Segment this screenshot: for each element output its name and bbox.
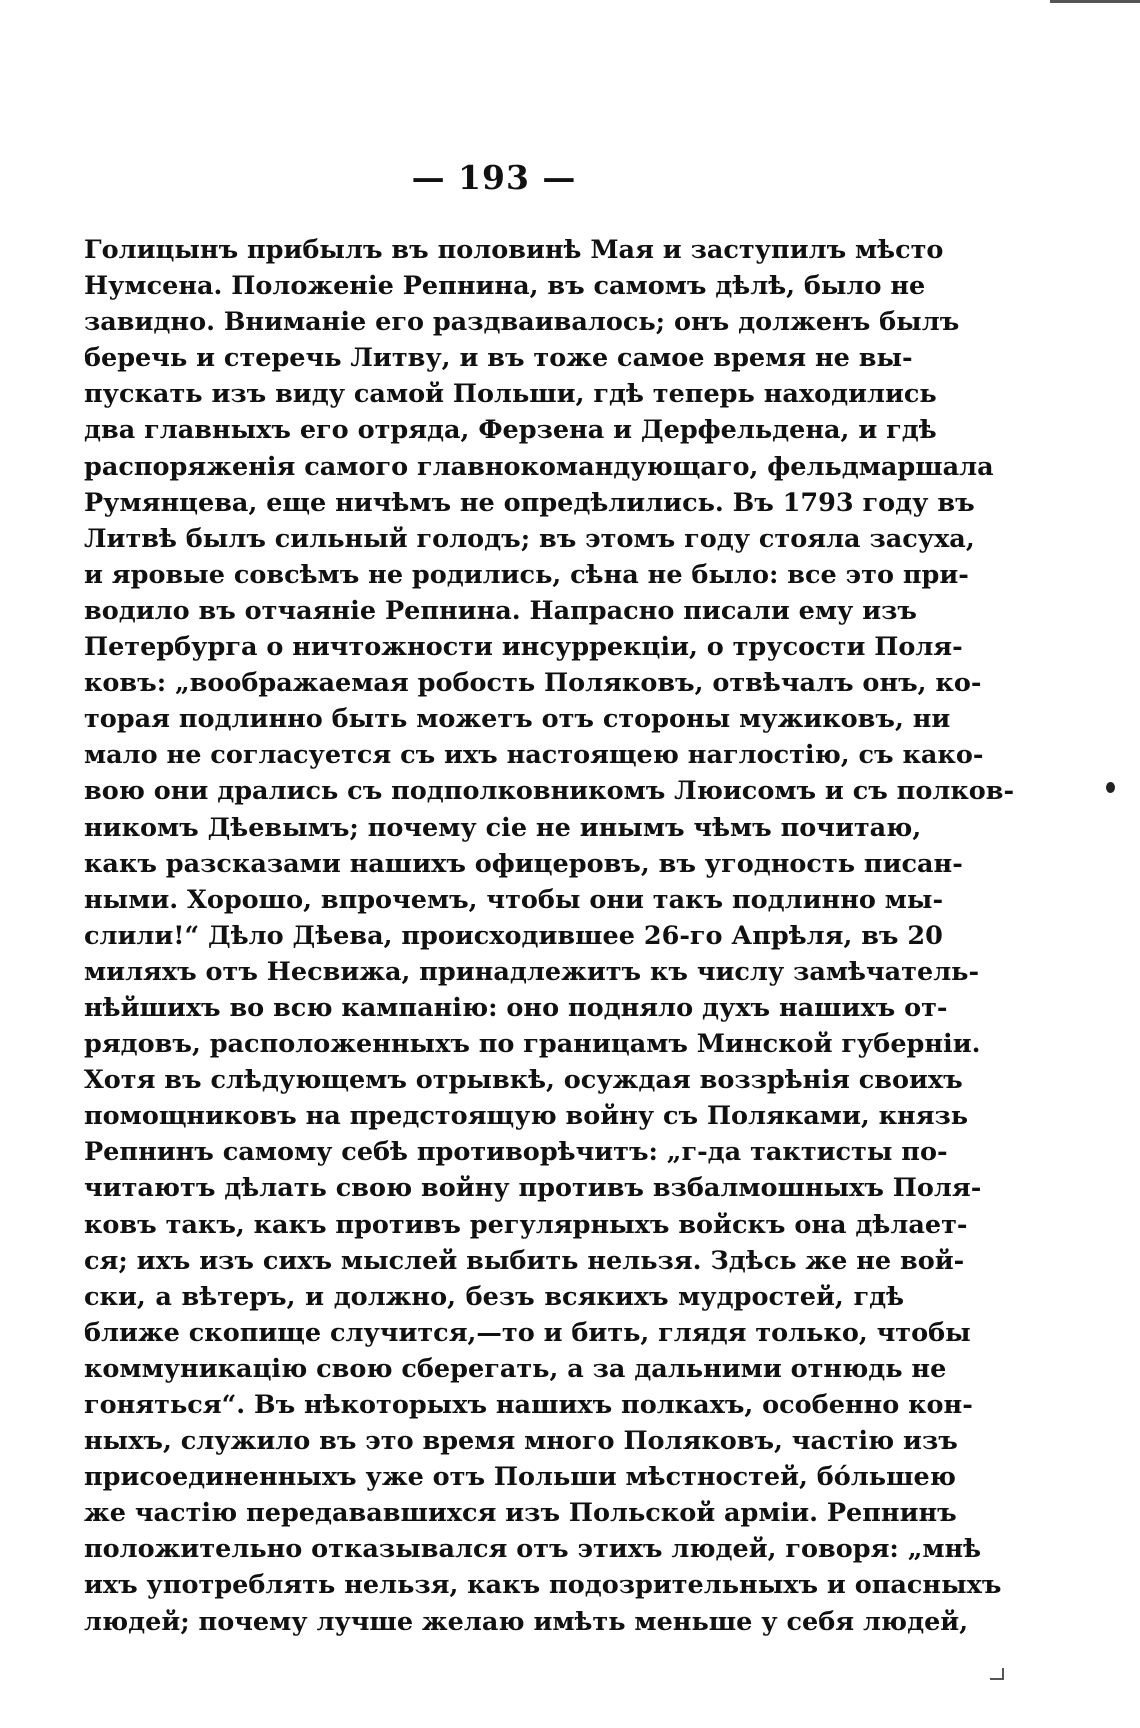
text-line: завидно. Вниманіе его раздваивалось; онъ долженъ былъ bbox=[84, 307, 960, 338]
book-page bbox=[84, 0, 1015, 1728]
text-line: ся; ихъ изъ сихъ мыслей выбить нельзя. Здѣсь же не вой- bbox=[84, 1245, 965, 1276]
text-line: миляхъ отъ Несвижа, принадлежитъ къ числу замѣчатель- bbox=[84, 956, 980, 987]
text-line: присоединенныхъ уже отъ Польши мѣстностей, бóльшею bbox=[84, 1462, 956, 1493]
text-line: мало не согласуется съ ихъ настоящею наглостію, съ како- bbox=[84, 740, 984, 771]
text-line: ковъ такъ, какъ противъ регулярныхъ войскъ она дѣлает- bbox=[84, 1209, 968, 1240]
text-line: ски, а вѣтеръ, и должно, безъ всякихъ мудростей, гдѣ bbox=[84, 1281, 904, 1312]
text-line: ныхъ, служило въ это время много Поляковъ, частію изъ bbox=[84, 1426, 958, 1457]
top-edge-rule bbox=[1050, 0, 1140, 3]
text-line: ихъ употреблять нельзя, какъ подозрительныхъ и опасныхъ bbox=[84, 1570, 1002, 1601]
text-line: Голицынъ прибылъ въ половинѣ Мая и заступилъ мѣсто bbox=[84, 235, 944, 265]
text-line: вою они дрались съ подполковникомъ Люисомъ и съ полков- bbox=[84, 776, 1015, 807]
margin-dot-mark bbox=[1106, 782, 1115, 793]
text-line: никомъ Дѣевымъ; почему сіе не инымъ чѣмъ почитаю, bbox=[84, 812, 922, 843]
corner-scan-mark bbox=[990, 1668, 1004, 1680]
text-line: водило въ отчаяніе Репнина. Напрасно писали ему изъ bbox=[84, 595, 917, 626]
text-line: положительно отказывался отъ этихъ людей, говоря: „мнѣ bbox=[84, 1534, 982, 1565]
text-line: пускать изъ виду самой Польши, гдѣ теперь находились bbox=[84, 379, 937, 410]
text-line: нѣйшихъ во всю кампанію: оно подняло духъ нашихъ от- bbox=[84, 992, 948, 1023]
text-line: рядовъ, расположенныхъ по границамъ Минской губерніи. bbox=[84, 1029, 981, 1060]
text-line: и яровые совсѣмъ не родились, сѣна не было: все это при- bbox=[84, 559, 969, 590]
body-text bbox=[84, 232, 1015, 1640]
text-line: ными. Хорошо, впрочемъ, чтобы они такъ подлинно мы- bbox=[84, 884, 944, 915]
text-line: ковъ: „воображаемая робость Поляковъ, отвѣчалъ онъ, ко- bbox=[84, 668, 982, 699]
text-line: какъ разсказами нашихъ офицеровъ, въ угодность писан- bbox=[84, 848, 963, 879]
text-line: два главныхъ его отряда, Ферзена и Дерфельдена, и гдѣ bbox=[84, 415, 937, 446]
text-line: ближе скопище случится,—то и бить, глядя только, чтобы bbox=[84, 1317, 971, 1348]
text-line: людей; почему лучше желаю имѣть меньше у себя людей, bbox=[84, 1606, 969, 1637]
text-line: Нумсена. Положеніе Репнина, въ самомъ дѣлѣ, было не bbox=[84, 271, 926, 302]
text-line: Румянцева, еще ничѣмъ не опредѣлились. Въ 1793 году въ bbox=[84, 487, 975, 518]
text-line: распоряженія самого главнокомандующаго, фельдмаршала bbox=[84, 451, 994, 482]
text-line: коммуникацію свою сберегать, а за дальними отнюдь не bbox=[84, 1353, 947, 1384]
text-line: Хотя въ слѣдующемъ отрывкѣ, осуждая воззрѣнія своихъ bbox=[84, 1065, 963, 1096]
text-line: гоняться“. Въ нѣкоторыхъ нашихъ полкахъ, особенно кон- bbox=[84, 1390, 973, 1420]
text-line: помощниковъ на предстоящую войну съ Поляками, князь bbox=[84, 1101, 969, 1132]
text-line: слили!“ Дѣло Дѣева, происходившее 26-го Апрѣля, въ 20 bbox=[84, 920, 943, 951]
text-line: Репнинъ самому себѣ противорѣчитъ: „г-да тактисты по- bbox=[84, 1137, 948, 1168]
text-line: же частію передававшихся изъ Польской арміи. Репнинъ bbox=[84, 1498, 957, 1529]
text-line: читаютъ дѣлать свою войну противъ взбалмошныхъ Поля- bbox=[84, 1173, 982, 1204]
text-line: торая подлинно быть можетъ отъ стороны мужиковъ, ни bbox=[84, 704, 951, 735]
text-line: Петербурга о ничтожности инсуррекціи, о трусости Поля- bbox=[84, 632, 963, 663]
text-line: беречь и стеречь Литву, и въ тоже самое время не вы- bbox=[84, 343, 913, 374]
page-number: — 193 — bbox=[411, 158, 577, 197]
text-line: Литвѣ былъ сильный голодъ; въ этомъ году стояла засуха, bbox=[84, 523, 975, 554]
